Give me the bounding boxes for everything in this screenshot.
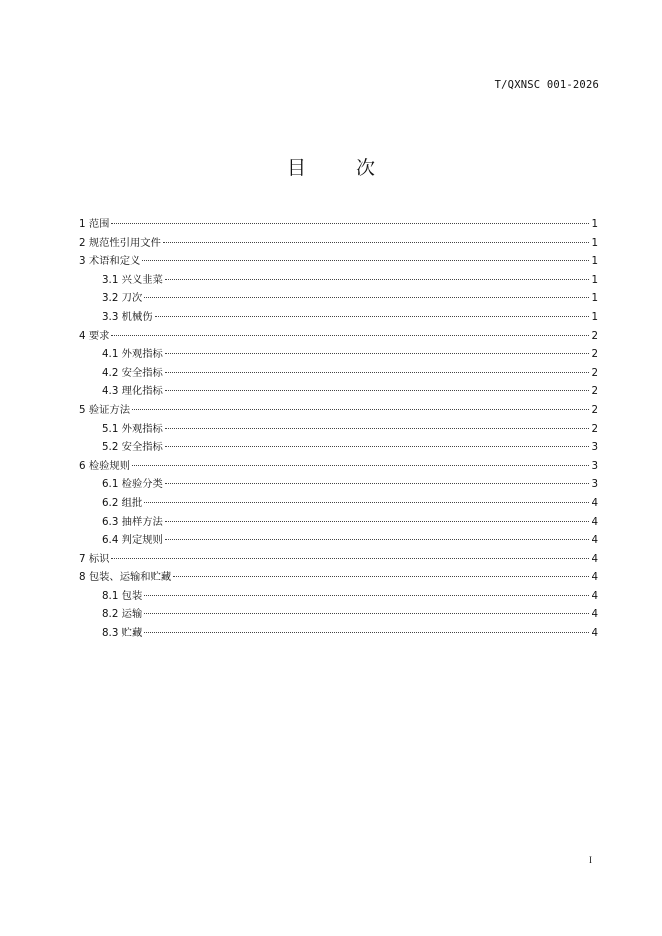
toc-entry-page: 2 xyxy=(591,348,598,361)
toc-entry-page: 3 xyxy=(591,459,598,472)
toc-entry-label: 5.2 安全指标 xyxy=(102,441,163,454)
toc-leader-dots xyxy=(165,483,590,484)
toc-entry[interactable] xyxy=(79,605,598,624)
toc-leader-dots xyxy=(165,539,590,540)
toc-entry[interactable] xyxy=(79,234,598,253)
toc-entry[interactable] xyxy=(79,475,598,494)
toc-leader-dots xyxy=(132,409,589,410)
standard-code: T/QXNSC 001-2026 xyxy=(494,79,599,91)
toc-entry[interactable] xyxy=(79,327,598,346)
toc-entry-page: 1 xyxy=(591,236,598,249)
toc-entry[interactable] xyxy=(79,587,598,606)
toc-entry-page: 4 xyxy=(591,589,598,602)
toc-entry-page: 2 xyxy=(591,329,598,342)
toc-leader-dots xyxy=(155,316,590,317)
toc-entry-page: 4 xyxy=(591,496,598,509)
toc-entry[interactable] xyxy=(79,494,598,513)
toc-entry-page: 3 xyxy=(591,478,598,491)
toc-entry[interactable] xyxy=(79,215,598,234)
toc-entry-page: 4 xyxy=(591,571,598,584)
toc-entry-page: 2 xyxy=(591,403,598,416)
toc-entry[interactable] xyxy=(79,513,598,532)
toc-entry-page: 2 xyxy=(591,422,598,435)
toc-entry[interactable] xyxy=(79,289,598,308)
toc-entry[interactable] xyxy=(79,401,598,420)
toc-entry-page: 4 xyxy=(591,534,598,547)
toc-entry-label: 8 包装、运输和贮藏 xyxy=(79,571,172,584)
toc-entry-page: 2 xyxy=(591,366,598,379)
toc-leader-dots xyxy=(173,576,589,577)
toc-entry[interactable] xyxy=(79,308,598,327)
toc-leader-dots xyxy=(165,428,590,429)
toc-entry[interactable] xyxy=(79,252,598,271)
page-title: 目 次 xyxy=(286,157,398,179)
toc-entry-page: 1 xyxy=(591,218,598,230)
toc-entry-page: 4 xyxy=(591,608,598,621)
toc-entry-label: 3.3 机械伤 xyxy=(102,310,153,323)
toc-entry-label: 3.1 兴义韭菜 xyxy=(102,273,163,286)
toc-leader-dots xyxy=(144,632,589,633)
toc-entry-page: 1 xyxy=(591,292,598,305)
toc-leader-dots xyxy=(144,502,589,503)
toc-entry-page: 1 xyxy=(591,255,598,268)
toc-entry[interactable] xyxy=(79,568,598,587)
toc-entry-label: 3 术语和定义 xyxy=(79,255,141,268)
toc-entry[interactable] xyxy=(79,271,598,290)
toc-entry-label: 4.2 安全指标 xyxy=(102,366,163,379)
toc-leader-dots xyxy=(144,297,589,298)
toc-entry[interactable] xyxy=(79,457,598,476)
toc-leader-dots xyxy=(165,372,590,373)
page-number: I xyxy=(589,855,592,865)
table-of-contents xyxy=(79,215,598,643)
toc-entry-label: 6.3 抽样方法 xyxy=(102,515,163,528)
toc-entry-page: 2 xyxy=(591,385,598,398)
toc-entry-label: 8.2 运输 xyxy=(102,608,143,621)
toc-entry-label: 6.4 判定规则 xyxy=(102,534,163,547)
toc-entry-page: 4 xyxy=(591,515,598,528)
toc-leader-dots xyxy=(111,558,589,559)
toc-entry-label: 7 标识 xyxy=(79,552,110,565)
toc-entry-label: 2 规范性引用文件 xyxy=(79,236,161,249)
toc-leader-dots xyxy=(111,223,589,224)
toc-entry-label: 4.1 外观指标 xyxy=(102,348,163,361)
toc-entry[interactable] xyxy=(79,382,598,401)
toc-leader-dots xyxy=(144,595,589,596)
toc-leader-dots xyxy=(165,279,590,280)
toc-leader-dots xyxy=(163,242,590,243)
toc-leader-dots xyxy=(111,335,589,336)
toc-leader-dots xyxy=(165,446,590,447)
toc-entry-label: 4 要求 xyxy=(79,329,110,342)
toc-entry-page: 1 xyxy=(591,273,598,286)
toc-entry-label: 5 验证方法 xyxy=(79,403,131,416)
toc-entry-label: 6 检验规则 xyxy=(79,459,131,472)
toc-entry[interactable] xyxy=(79,438,598,457)
toc-entry-label: 6.2 组批 xyxy=(102,496,143,509)
toc-entry-label: 5.1 外观指标 xyxy=(102,422,163,435)
toc-entry[interactable] xyxy=(79,420,598,439)
toc-leader-dots xyxy=(142,260,589,261)
toc-entry-label: 8.3 贮藏 xyxy=(102,627,143,640)
toc-entry[interactable] xyxy=(79,364,598,383)
toc-entry-label: 6.1 检验分类 xyxy=(102,478,163,491)
toc-entry-page: 3 xyxy=(591,441,598,454)
toc-entry-page: 4 xyxy=(591,627,598,640)
toc-entry-label: 8.1 包装 xyxy=(102,589,143,602)
toc-entry[interactable] xyxy=(79,550,598,569)
toc-leader-dots xyxy=(144,613,589,614)
toc-leader-dots xyxy=(165,353,590,354)
toc-entry-label: 3.2 刀次 xyxy=(102,292,143,305)
toc-entry-page: 4 xyxy=(591,552,598,565)
toc-entry[interactable] xyxy=(79,345,598,364)
toc-entry-label: 4.3 理化指标 xyxy=(102,385,163,398)
toc-leader-dots xyxy=(165,521,590,522)
toc-leader-dots xyxy=(132,465,589,466)
toc-entry-page: 1 xyxy=(591,310,598,323)
toc-entry-label: 1 范围 xyxy=(79,218,110,230)
toc-entry[interactable] xyxy=(79,624,598,643)
toc-entry[interactable] xyxy=(79,531,598,550)
toc-leader-dots xyxy=(165,390,590,391)
